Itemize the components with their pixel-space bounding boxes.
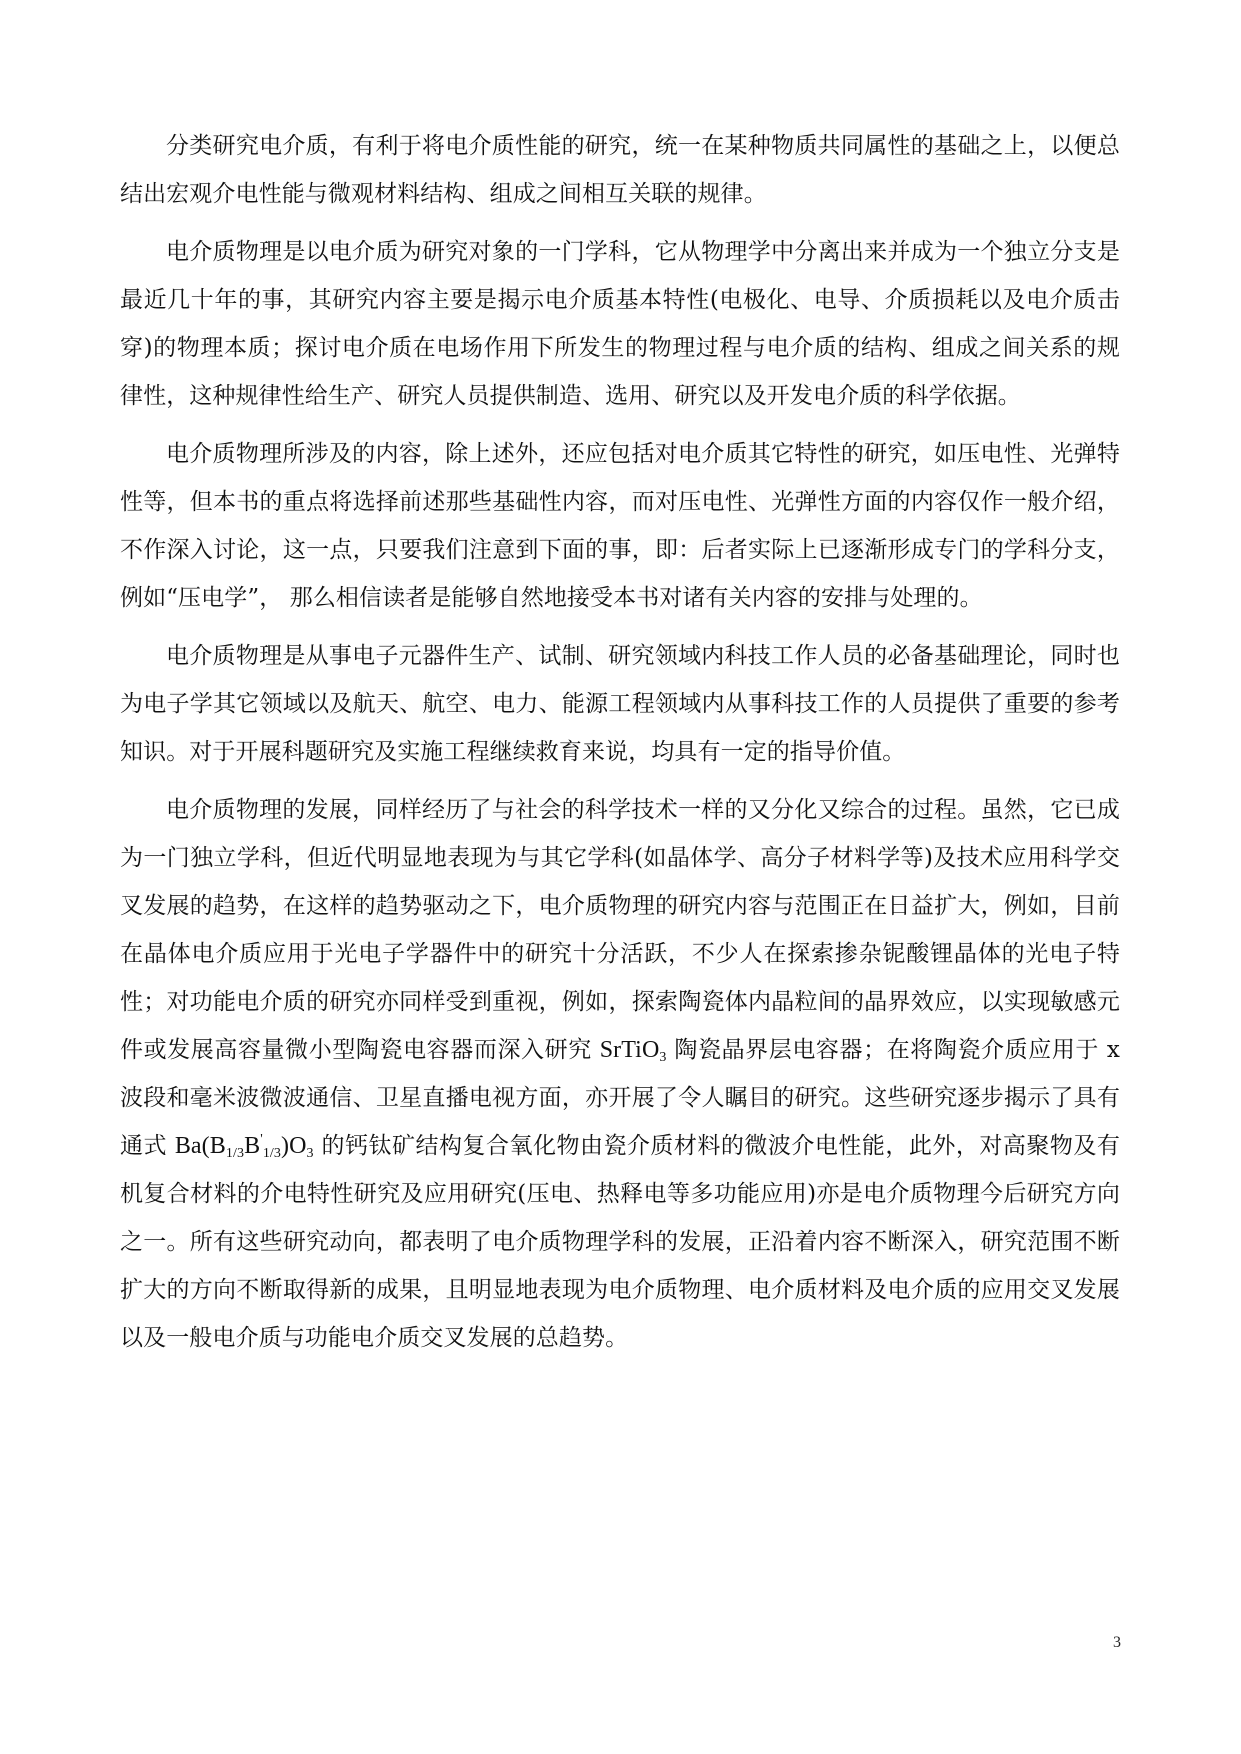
paragraph-1-text: 分类研究电介质，有利于将电介质性能的研究，统一在某种物质共同属性的基础之上，以便总结出宏观介电性能与微观材料结构、组成之间相互关联的规律。 xyxy=(120,133,1120,207)
paragraph-5-text-part3: 的钙钛矿结构复合氧化物由瓷介质材料的微波介电性能，此外，对高聚物及有机复合材料的介电特性研究及应用研究(压电、热释电等多功能应用)亦是电介质物理今后研究方向之一。所有这些研究动向，都表明了电介质物理学科的发展，正沿着内容不断深入，研究范围不断扩大的方向不断取得新的成果，且明显地表现为电介质物理、电介质材料及电介质的应用交叉发展以及一般电介质与功能电介质交叉发展的总趋势。 xyxy=(120,1133,1120,1351)
paragraph-3 xyxy=(120,430,1120,622)
paragraph-3-text: 电介质物理所涉及的内容，除上述外，还应包括对电介质其它特性的研究，如压电性、光弹特性等，但本书的重点将选择前述那些基础性内容，而对压电性、光弹性方面的内容仅作一般介绍，不作深入讨论，这一点，只要我们注意到下面的事，即：后者实际上已逐渐形成专门的学科分支，例如“压电学”， 那么相信读者是能够自然地接受本书对诸有关内容的安排与处理的。 xyxy=(120,441,1120,611)
paragraph-5 xyxy=(120,786,1120,1362)
srtio3-subscript: 3 xyxy=(659,1050,667,1065)
formula-o-close: )O xyxy=(281,1133,307,1159)
paragraph-5-text-part1: 电介质物理的发展，同样经历了与社会的科学技术一样的又分化又综合的过程。虽然，它已成为一门独立学科，但近代明显地表现为与其它学科(如晶体学、高分子材料学等)及技术应用科学交叉发展的趋势，在这样的趋势驱动之下，电介质物理的研究内容与范围正在日益扩大，例如，目前在晶体电介质应用于光电子学器件中的研究十分活跃，不少人在探索掺杂铌酸锂晶体的光电子特性；对功能电介质的研究亦同样受到重视，例如，探索陶瓷体内晶粒间的晶界效应，以实现敏感元件或发展高容量微小型陶瓷电容器而深入研究 xyxy=(120,797,1120,1063)
paragraph-1 xyxy=(120,122,1120,218)
paragraph-2-text: 电介质物理是以电介质为研究对象的一门学科，它从物理学中分离出来并成为一个独立分支是最近几十年的事，其研究内容主要是揭示电介质基本特性(电极化、电导、介质损耗以及电介质击穿)的物理本质；探讨电介质在电场作用下所发生的物理过程与电介质的结构、组成之间关系的规律性，这种规律性给生产、研究人员提供制造、选用、研究以及开发电介质的科学依据。 xyxy=(120,239,1120,409)
formula-b2: B xyxy=(244,1133,261,1159)
page-number: 3 xyxy=(1113,1634,1121,1651)
formula-b1-subscript: 1/3 xyxy=(225,1146,245,1161)
formula-ba-open: Ba( xyxy=(174,1133,210,1159)
formula-o-subscript: 3 xyxy=(306,1146,314,1161)
formula-b2-subscript: 1/3 xyxy=(262,1146,282,1161)
formula-b1: B xyxy=(209,1133,226,1159)
paragraph-5-text-part2: 陶瓷晶界层电容器；在将陶瓷介质应用于 x 波段和毫米波微波通信、卫星直播电视方面，亦开展了令人瞩目的研究。这些研究逐步揭示了具有通式 xyxy=(120,1037,1120,1159)
paragraph-4 xyxy=(120,632,1120,776)
document-body xyxy=(120,122,1120,1372)
formula-b2-prime: ' xyxy=(260,1132,263,1147)
paragraph-2 xyxy=(120,228,1120,420)
srtio3-main: SrTiO xyxy=(599,1037,660,1063)
srtio3-formula xyxy=(600,1037,667,1063)
perovskite-formula xyxy=(175,1133,314,1159)
paragraph-4-text: 电介质物理是从事电子元器件生产、试制、研究领域内科技工作人员的必备基础理论，同时也为电子学其它领域以及航天、航空、电力、能源工程领域内从事科技工作的人员提供了重要的参考知识。对于开展科题研究及实施工程继续救育来说，均具有一定的指导价值。 xyxy=(120,643,1120,765)
